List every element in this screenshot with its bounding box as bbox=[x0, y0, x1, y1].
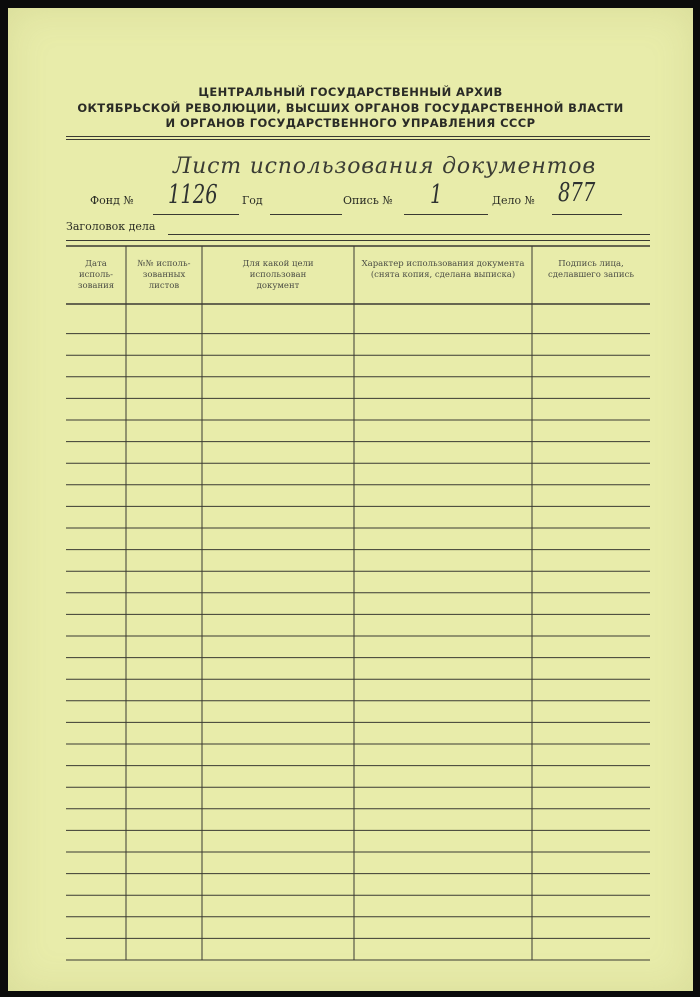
form-title: Лист использования документов bbox=[173, 154, 596, 179]
column-header-usage-type: Характер использования документа (снята копия, сделана выписка) bbox=[361, 259, 525, 280]
document-sheet bbox=[8, 8, 693, 991]
fond-value[interactable]: 1126 bbox=[168, 180, 218, 210]
archive-name-line-2: ОКТЯБРЬСКОЙ РЕВОЛЮЦИИ, ВЫСШИХ ОРГАНОВ ГОСУДАРСТВЕННОЙ ВЛАСТИ bbox=[77, 101, 624, 115]
delo-label: Дело № bbox=[492, 194, 535, 207]
delo-underline bbox=[552, 214, 622, 215]
fond-underline bbox=[153, 214, 239, 215]
column-header-signature: Подпись лица, сделавшего запись bbox=[548, 259, 634, 280]
header-rule-bottom bbox=[66, 139, 650, 140]
opis-underline bbox=[404, 214, 488, 215]
archive-name-line-3: И ОРГАНОВ ГОСУДАРСТВЕННОГО УПРАВЛЕНИЯ СССР bbox=[165, 116, 536, 130]
column-header-date: Дата исполь- зования bbox=[77, 259, 115, 291]
opis-label: Опись № bbox=[343, 194, 393, 207]
column-header-purpose: Для какой цели использован документ bbox=[242, 259, 314, 291]
header-rule-top bbox=[66, 136, 650, 137]
delo-value[interactable]: 877 bbox=[558, 178, 596, 208]
column-header-sheets: №№ исполь- зованных листов bbox=[137, 259, 191, 291]
god-underline bbox=[270, 214, 342, 215]
zagolovok-label: Заголовок дела bbox=[66, 220, 156, 233]
opis-value[interactable]: 1 bbox=[430, 180, 443, 210]
zagolovok-second-line bbox=[66, 240, 650, 241]
fond-label: Фонд № bbox=[90, 194, 134, 207]
god-label: Год bbox=[242, 194, 263, 207]
zagolovok-underline bbox=[168, 234, 650, 235]
archive-name-line-1: ЦЕНТРАЛЬНЫЙ ГОСУДАРСТВЕННЫЙ АРХИВ bbox=[198, 85, 503, 99]
